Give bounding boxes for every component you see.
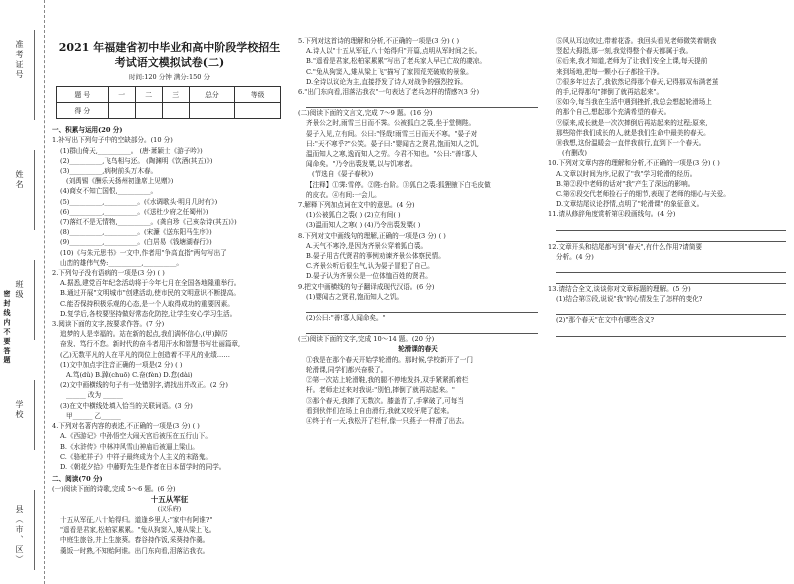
question-line: A.文章以时间为序,记叙了"我"学习轮滑的经历。 (556, 169, 697, 178)
question-line: D.晏子认为齐景公是一位体恤百姓的贤君。 (306, 272, 432, 281)
essay-line: 看到伙伴们在场上自由滑行,我就又咬牙爬了起来。 (306, 406, 454, 415)
question-line: (乙)无数平凡的人在平凡的岗位上创造着不平凡的业绩…… (60, 350, 230, 359)
question-line: 齐景公之时,雨雪三日而不霁。公被狐白之裘,坐于堂侧陛。 (306, 119, 476, 128)
label-county: 县（市、区） (15, 505, 24, 565)
question-line: 4.下列对名著内容的表述,不正确的一项是(3 分) ( ) (52, 422, 200, 431)
score-header-cell: 等级 (235, 87, 281, 103)
question-line: ______ 改为 ______ (66, 391, 123, 400)
answer-line[interactable] (556, 262, 786, 273)
question-line: (一)阅读下面的诗歌,完成 5～6 题。(6 分) (52, 485, 176, 494)
answer-line[interactable] (306, 97, 538, 108)
question-line: 的那个自己,想起那个充满希望的春天。 (556, 108, 671, 117)
essay-line: 杆。老师走过来对我说:"别怕,摔倒了就再站起来。" (306, 386, 455, 395)
answer-line[interactable] (306, 302, 538, 313)
question-line: C.第⑥段交代老师捡石子的细节,表现了老师的细心与关爱。 (556, 190, 730, 199)
question-line: 山峦的雄伟气势:__________,__________。 (60, 258, 184, 267)
question-line: ⑧如今,每当我在生活中遇到挫折,我总会想起轮滑场上 (556, 98, 712, 107)
question-line: 9.把文中画横线的句子翻译成现代汉语。(6 分) (298, 282, 435, 291)
column-3-text (548, 36, 786, 337)
poem-title: 十五从军征 (150, 494, 189, 504)
question-line: A.天气不寒冷,是因为齐景公穿着狐白裘。 (306, 241, 428, 250)
score-header-cell: 题 号 (57, 87, 109, 103)
question-line: 那些陪伴我们成长的人,就是我们生命中最美的春天。 (556, 128, 710, 137)
question-line: 来到场地,把每一颗小石子都捡干净。 (556, 67, 664, 76)
question-line: A.笃(dǔ) B.踔(chuō) C.奋(fèn) D.怠(dài) (66, 371, 193, 380)
score-header-cell: 二 (135, 87, 162, 103)
essay-body (298, 355, 538, 426)
column-2-text (298, 36, 538, 344)
question-line: 一、积累与运用(20 分) (52, 126, 123, 135)
score-table-header-row (57, 87, 281, 103)
question-line: A.《西游记》中孙悟空大闹天宫后被压在五行山下。 (60, 432, 212, 441)
question-line: (2)"那个春天"在文中有哪些含义? (556, 316, 655, 325)
question-line: 12.文章开头和结尾都写到"春天",有什么作用?请简要 (548, 242, 703, 251)
question-line: C."兔从狗窦入,雉从梁上飞"描写了家园荒芜破败的景象。 (306, 67, 473, 76)
question-line: 1.补写出下列句子中的空缺部分。(10 分) (52, 136, 173, 145)
question-line: (7)落红不是无情物,__________。(龚自珍《己亥杂诗(其五)》) (60, 218, 237, 227)
answer-line[interactable] (556, 231, 786, 242)
question-line: (3)温而知人之寒( ) (4)乃令出裘发粟( ) (306, 221, 421, 230)
label-name: 姓名 (15, 170, 24, 190)
question-line: (1)婴闻古之贤君,饱而知人之饥。 (306, 292, 404, 301)
score-cell[interactable] (162, 103, 189, 119)
question-line: (有删改) (562, 149, 587, 158)
score-header-cell: 总分 (189, 87, 235, 103)
fill-line (34, 150, 35, 230)
time-and-score-info: 时间:120 分钟 满分:150 分 (129, 73, 210, 81)
essay-title: 轮滑课的春天 (398, 345, 438, 354)
score-cell[interactable] (235, 103, 281, 119)
score-table (56, 86, 281, 119)
question-line: 二、阅读(70 分) (52, 475, 103, 484)
question-line: (9)__________,__________。(白居易《钱塘湖春行》) (60, 238, 212, 247)
question-line: (3)__________,病树前头万木春。 (60, 167, 158, 176)
fill-line (34, 380, 35, 450)
question-line: 5.下列对这首诗的理解和分析,不正确的一项是(3 分) ( ) (298, 37, 460, 45)
answer-line[interactable] (306, 323, 538, 334)
question-line: B."遥看是君家,松柏冢累累"写出了老兵家人早已亡故的凄凉。 (306, 57, 486, 66)
question-line: (1)公被狐白之裘( ) (2)立有间( ) (306, 211, 401, 220)
question-line: (1)文中加点字注音正确的一项是(2 分) ( ) (60, 360, 183, 369)
label-class: 班级 (15, 280, 24, 300)
score-row-label: 得 分 (57, 103, 109, 119)
question-line: 8.下列对文中画线句的理解,正确的一项是(3 分) ( ) (298, 231, 446, 240)
question-line: 10.下列对文章内容的理解和分析,不正确的一项是(3 分) ( ) (548, 159, 720, 168)
question-line: (三)阅读下面的文字,完成 10～14 题。(20 分) (298, 335, 435, 344)
question-line: 3.阅读下面的文字,按要求作答。(7 分) (52, 320, 165, 329)
score-header-cell: 三 (162, 87, 189, 103)
question-line: D.文章结尾议论抒情,点明了"轮滑课"的象征意义。 (556, 200, 704, 209)
label-exam-number: 准考证号 (15, 40, 24, 80)
question-line: ⑩我想,这份温暖会一直伴我前行,直到下一个春天。 (556, 139, 706, 148)
column-1-text (52, 125, 287, 494)
question-line: 追梦的人是幸福的。站在新的起点,我们满怀信心,(甲)踔厉 (60, 330, 228, 339)
question-line: C.齐景公听后很生气,认为晏子冒犯了自己。 (306, 262, 434, 271)
question-line: 竖起大拇指,那一刻,我觉得整个春天都属于我。 (556, 47, 693, 56)
question-line: (3)在文中横线处填入恰当的关联词语。(3 分) (60, 401, 193, 410)
question-line: B.晏子用古代贤君的事例劝谏齐景公体察民情。 (306, 252, 445, 261)
answer-line[interactable] (556, 304, 786, 315)
score-cell[interactable] (108, 103, 135, 119)
binding-strip (0, 0, 45, 584)
score-cell[interactable] (135, 103, 162, 119)
column-1 (52, 0, 287, 584)
question-line: 的皮衣。④有间:一会儿。 (306, 190, 381, 199)
poem-line: "遥看是君家,松柏冢累累。"兔从狗窦入,雉从梁上飞。 (60, 526, 216, 535)
question-line: D.《朝花夕拾》中藤野先生是作者在日本留学时的同学。 (60, 462, 226, 471)
question-line: (1)群山倚天,__________。 (唐·萧颖士《游子吟》) (60, 146, 203, 155)
score-cell[interactable] (189, 103, 235, 119)
question-line: 7.解释下列加点词在文中的意思。(4 分) (298, 201, 415, 210)
essay-line: 轮滑课,同学们都兴奋极了。 (306, 365, 388, 374)
label-school: 学校 (15, 400, 24, 420)
question-line: C.能否保持积极乐观的心态,是一个人取得成功的重要因素。 (60, 299, 234, 308)
question-line: A.诗人以"十五从军征,八十始得归"开篇,点明从军时间之长。 (306, 47, 482, 56)
exam-title-line1: 2021 年福建省初中毕业和高中阶段学校招生 (58, 41, 281, 54)
essay-line: ②第一次站上轮滑鞋,我的腿不停地发抖,双手紧紧抓着栏 (306, 376, 469, 385)
question-line: (6)__________,__________。(《送杜少府之任蜀州》) (60, 207, 209, 216)
question-line: (5)__________,__________。(《水调歌头·明月几时有》) (60, 197, 218, 206)
question-line: (2)文中画横线的句子有一处错别字,请找出并改正。(2 分) (60, 381, 228, 390)
question-line: (刘禹锡《酬乐天扬州初逢席上见赠》) (66, 177, 174, 186)
question-line: (二)阅读下面的文言文,完成 7～9 题。(16 分) (298, 109, 433, 118)
column-3 (548, 0, 786, 584)
question-line: 甲______ 乙______ (66, 411, 121, 420)
question-line: C.《骆驼祥子》中祥子最终成为个人主义的末路鬼。 (60, 452, 212, 461)
question-line: D.全诗以议论为主,直接抒发了诗人对战争的强烈控诉。 (306, 77, 467, 86)
poem-source: (汉乐府) (157, 505, 182, 513)
question-line: ⑤风从耳边吹过,带着花香。我回头看见老师微笑着朝我 (556, 37, 717, 45)
question-line: (4)商女不知亡国恨,__________。 (60, 187, 158, 196)
question-line: 温而知人之寒,逸而知人之劳。今君不知也。"公曰:"善!寡人 (306, 150, 478, 159)
question-line: 曰:"天不寒乎?"公笑。晏子曰:"婴闻古之贤君,饱而知人之饥, (306, 139, 479, 148)
essay-line: ①我是在那个春天开始学轮滑的。那时候,学校新开了一门 (306, 355, 473, 364)
question-line: (10)《与朱元思书》一文中,作者用"争高直指"两句写出了 (60, 248, 227, 257)
essay-line: ④终于有一天,我松开了栏杆,像一只燕子一样滑了出去。 (306, 416, 469, 425)
question-line: ⑨原来,成长就是一次次摔倒后再站起来的过程;原来, (556, 118, 708, 127)
fill-line (34, 260, 35, 340)
question-line: B.通过开展"文明城市"创建活动,使市民的文明意识不断提高。 (60, 289, 240, 298)
column-2 (298, 0, 538, 584)
poem-line: 中庭生旅谷,井上生旅葵。舂谷持作饭,采葵持作羹。 (60, 536, 210, 545)
answer-line[interactable] (556, 220, 786, 231)
seal-warning: 密 封 线 内 不 要 答 题 (3, 290, 12, 364)
question-line: 2.下列句子没有语病的一项是(3 分) ( ) (52, 269, 165, 278)
question-line: B.《水浒传》中林冲风雪山神庙后被逼上梁山。 (60, 442, 199, 451)
fill-line (34, 490, 35, 570)
answer-line[interactable] (556, 326, 786, 337)
question-line: 奋发、笃行不怠。新时代的奋斗者用汗水和智慧书写壮丽篇章, (60, 340, 241, 349)
question-line: (1)结合第⑤段,说说"我"的心情发生了怎样的变化? (556, 295, 703, 304)
question-line: (节选自《晏子春秋》) (312, 170, 374, 179)
question-line: 闻命矣。"乃令出裘发粟,以与饥寒者。 (306, 160, 417, 169)
answer-line[interactable] (556, 273, 786, 284)
essay-line: ③那个春天,我摔了无数次。膝盖青了,手掌破了,可每当 (306, 396, 464, 405)
exam-title-line2: 考试语文模拟试卷(二) (114, 56, 225, 69)
question-line: D.复学后,各校要坚持做好常态化防控,让学生安心学习生活。 (60, 309, 237, 318)
question-line: 13.请结合全文,谈谈你对文章标题的理解。(5 分) (548, 285, 691, 294)
fill-line (34, 30, 35, 120)
question-line: 【注释】①霁:雪停。②陛:台阶。③狐白之裘:狐狸腋下白毛皮做 (306, 180, 491, 189)
score-header-cell: 一 (108, 87, 135, 103)
question-line: ⑥后来,我才知道,老师为了让我们安全上课,每天提前 (556, 57, 708, 66)
poem-line: 十五从军征,八十始得归。道逢乡里人:"家中有阿谁?" (60, 515, 213, 524)
question-line: 的手,记得那句"摔倒了就再站起来"。 (556, 88, 664, 97)
question-line: (8)__________,__________。(宋濂《送东阳马生序》) (60, 228, 212, 237)
question-line: 分析。(4 分) (556, 252, 594, 261)
question-line: (2)__________,飞鸟相与还。 (陶渊明《饮酒(其五)》) (60, 156, 213, 165)
question-line: (2)公曰:"善!寡人闻命矣。" (306, 314, 386, 323)
question-line: 6."出门东向看,泪落沾我衣"一句表达了老兵怎样的情感?(3 分) (298, 88, 480, 97)
poem-line: 羹饭一时熟,不知贻阿谁。出门东向看,泪落沾我衣。 (60, 546, 210, 555)
question-line: A.据悉,建党百年纪念活动将于今年七月在全国各地隆重举行。 (60, 279, 241, 288)
poem-body (52, 515, 287, 556)
question-line: ⑦很多年过去了,我依然记得那个春天,记得那双布满老茧 (556, 77, 719, 86)
question-line: 11.请从修辞角度赏析第④段画线句。(4 分) (548, 210, 676, 219)
question-line: B.第②段中老师的话对"我"产生了深远的影响。 (556, 179, 695, 188)
score-table-score-row (57, 103, 281, 119)
question-line: 晏子入见,立有间。公曰:"怪哉!雨雪三日而天不寒。"晏子对 (306, 129, 478, 138)
